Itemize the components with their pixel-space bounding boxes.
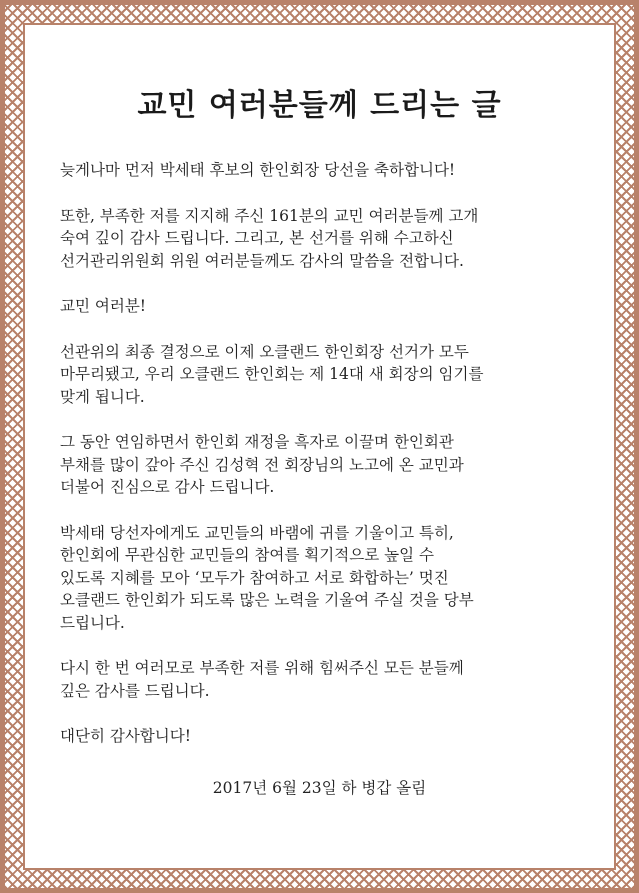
letter-paragraph (60, 522, 580, 635)
letter-paragraph (60, 725, 580, 748)
paragraph-line: 선거관리위원회 위원 여러분들께도 감사의 말씀을 전합니다. (60, 251, 464, 270)
paragraph-line: 교민 여러분! (60, 297, 147, 315)
paragraph-line: 숙여 깊이 감사 드립니다. 그리고, 본 선거를 위해 수고하신 (60, 229, 454, 247)
paragraph-line: 오클랜드 한인회가 되도록 많은 노력을 기울여 주실 것을 당부 (60, 591, 474, 609)
letter-paragraph (60, 205, 580, 273)
paragraph-line: 그 동안 연임하면서 한인회 재정을 흑자로 이끌며 한인회관 (60, 433, 454, 451)
paragraph-line: 선관위의 최종 결정으로 이제 오클랜드 한인회장 선거가 모두 (60, 342, 469, 361)
paragraph-line: 더불어 진심으로 감사 드립니다. (60, 478, 275, 496)
paragraph-line: 깊은 감사를 드립니다. (60, 681, 210, 700)
paragraph-line: 한인회에 무관심한 교민들의 참여를 획기적으로 높일 수 (60, 546, 434, 564)
paragraph-line: 또한, 부족한 저를 지지해 주신 161분의 교민 여러분들께 고개 (60, 206, 479, 225)
letter-title: 교민 여러분들께 드리는 글 (137, 88, 502, 123)
letter-paragraph (60, 295, 580, 318)
paragraph-line: 박세태 당선자에게도 교민들의 바램에 귀를 기울이고 특히, (60, 523, 454, 542)
paragraph-line: 대단히 감사합니다! (60, 727, 191, 745)
paragraph-line: 맞게 됩니다. (60, 387, 145, 406)
paragraph-line: 있도록 지혜를 모아 ‘모두가 참여하고 서로 화합하는’ 멋진 (60, 568, 449, 587)
letter-paragraph (60, 657, 580, 702)
letter-body (60, 159, 580, 771)
letter-signature: 2017년 6월 23일 하 병갑 올림 (212, 779, 427, 797)
letter-paragraph (60, 341, 580, 409)
paragraph-line: 부채를 많이 갚아 주신 김성혁 전 회장님의 노고에 온 교민과 (60, 455, 464, 474)
paragraph-line: 다시 한 번 여러모로 부족한 저를 위해 힘써주신 모든 분들께 (60, 659, 464, 677)
paragraph-line: 드립니다. (60, 613, 125, 632)
letter-paragraph (60, 431, 580, 499)
letter-paragraph (60, 159, 580, 182)
paragraph-line: 마무리됐고, 우리 오클랜드 한인회는 제 14대 새 회장의 임기를 (60, 365, 484, 383)
paragraph-line: 늦게나마 먼저 박세태 후보의 한인회장 당선을 축하합니다! (60, 161, 456, 179)
